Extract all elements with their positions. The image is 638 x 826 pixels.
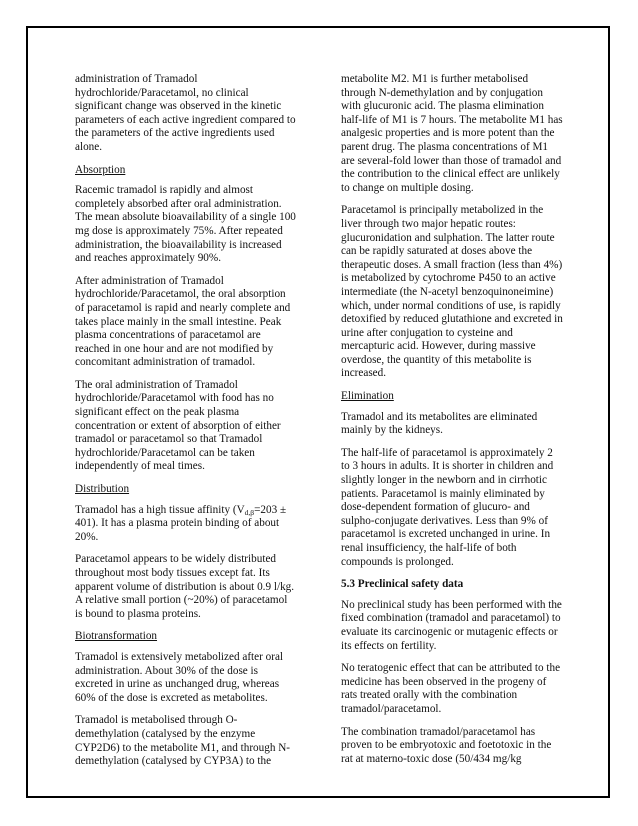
heading-elimination: Elimination — [341, 390, 394, 403]
right-column — [341, 73, 563, 775]
heading-absorption: Absorption — [75, 163, 126, 176]
paragraph-intro: administration of Tramadol hydrochloride/Paracetamol, no clinical significant change was observed in the kinetic parameters of each active ingredient compared to the parameters of the active ingredients used alone. — [75, 73, 296, 153]
paragraph-preclinical-1: No preclinical study has been performed with the fixed combination (tramadol and paracetamol) to evaluate its carcinogenic or mutagenic effects or its effects on fertility. — [341, 598, 562, 652]
paragraph-distribution-1 — [75, 504, 297, 545]
paragraph-elimination-1: Tramadol and its metabolites are eliminated mainly by the kidneys. — [341, 410, 538, 437]
paragraph-biotransformation-1: Tramadol is extensively metabolized after oral administration. About 30% of the dose is excreted in urine as unchanged drug, whereas 60% of the dose is excreted as metabolites. — [75, 650, 284, 704]
paragraph-biotransformation-2: Tramadol is metabolised through O-demethylation (catalysed by the enzyme CYP2D6) to the metabolite M1, and through N-demethylation (catalysed by CYP3A) to the — [75, 714, 291, 768]
dist1-text-a: Tramadol has a high tissue affinity (V — [75, 503, 245, 516]
paragraph-preclinical-3: The combination tramadol/paracetamol has proven to be embryotoxic and foetotoxic in the rat at materno-toxic dose (50/434 mg/kg — [341, 725, 552, 765]
dist1-text-b: =203 ± 401). It has a plasma protein binding of about 20%. — [75, 503, 287, 543]
paragraph-distribution-2: Paracetamol appears to be widely distributed throughout most body tissues except fat. Its apparent volume of distribution is about 0.9 l/kg. A relative small portion (~20%) of paracetamol is bound to plasma proteins. — [75, 553, 295, 620]
paragraph-absorption-1: Racemic tramadol is rapidly and almost completely absorbed after oral administration. The mean absolute bioavailability of a single 100 mg dose is approximately 75%. After repeated administration, the bioavailability is increased and reaches approximately 90%. — [75, 184, 296, 265]
heading-preclinical-safety: 5.3 Preclinical safety data — [341, 578, 464, 591]
paragraph-absorption-3: The oral administration of Tramadol hydrochloride/Paracetamol with food has no significant effect on the peak plasma concentration or extent of absorption of either tramadol or paracetamol so that Tramadol hydrochloride/Paracetamol can be taken independently of meal times. — [75, 378, 281, 473]
heading-distribution: Distribution — [75, 483, 130, 496]
left-column — [75, 73, 297, 778]
paragraph-preclinical-2: No teratogenic effect that can be attributed to the medicine has been observed in the progeny of rats treated orally with the combination tramadol/paracetamol. — [341, 662, 561, 715]
dist1-subscript: d,β — [244, 507, 255, 517]
paragraph-elimination-2: The half-life of paracetamol is approximately 2 to 3 hours in adults. It is shorter in children and slightly longer in the newborn and in cirrhotic patients. Paracetamol is mainly eliminated by dose-dependent formation of glucuro- and sulpho-conjugate derivatives. Less than 9% of paracetamol is excreted unchanged in urine. In renal insufficiency, the half-life of both compounds is prolonged. — [341, 446, 554, 568]
paragraph-metabolite-continued: metabolite M2. M1 is further metabolised through N-demethylation and by conjugation with glucuronic acid. The plasma elimination half-life of M1 is 7 hours. The metabolite M1 has analgesic properties and is more potent than the parent drug. The plasma concentrations of M1 are several-fold lower than those of tramadol and the contribution to the clinical effect are unlikely to change on multiple dosing. — [341, 73, 563, 194]
paragraph-absorption-2: After administration of Tramadol hydrochloride/Paracetamol, the oral absorption of paracetamol is rapid and nearly complete and takes place mainly in the small intestine. Peak plasma concentrations of paracetamol are reached in one hour and are not modified by concomitant administration of tramadol. — [75, 274, 291, 369]
paragraph-paracetamol-metabolism: Paracetamol is principally metabolized in the liver through two major hepatic routes: glucuronidation and sulphation. The latter route can be rapidly saturated at doses above the therapeutic doses. A small fraction (less than 4%) is metabolized by cytochrome P450 to an active intermediate (the N-acetyl benzoquinoneimine) which, under normal conditions of use, is rapidly detoxified by reduced glutathione and excreted in urine after conjugation to cysteine and mercapturic acid. However, during massive overdose, the quantity of this metabolite is increased. — [341, 204, 563, 380]
heading-biotransformation: Biotransformation — [75, 630, 158, 643]
